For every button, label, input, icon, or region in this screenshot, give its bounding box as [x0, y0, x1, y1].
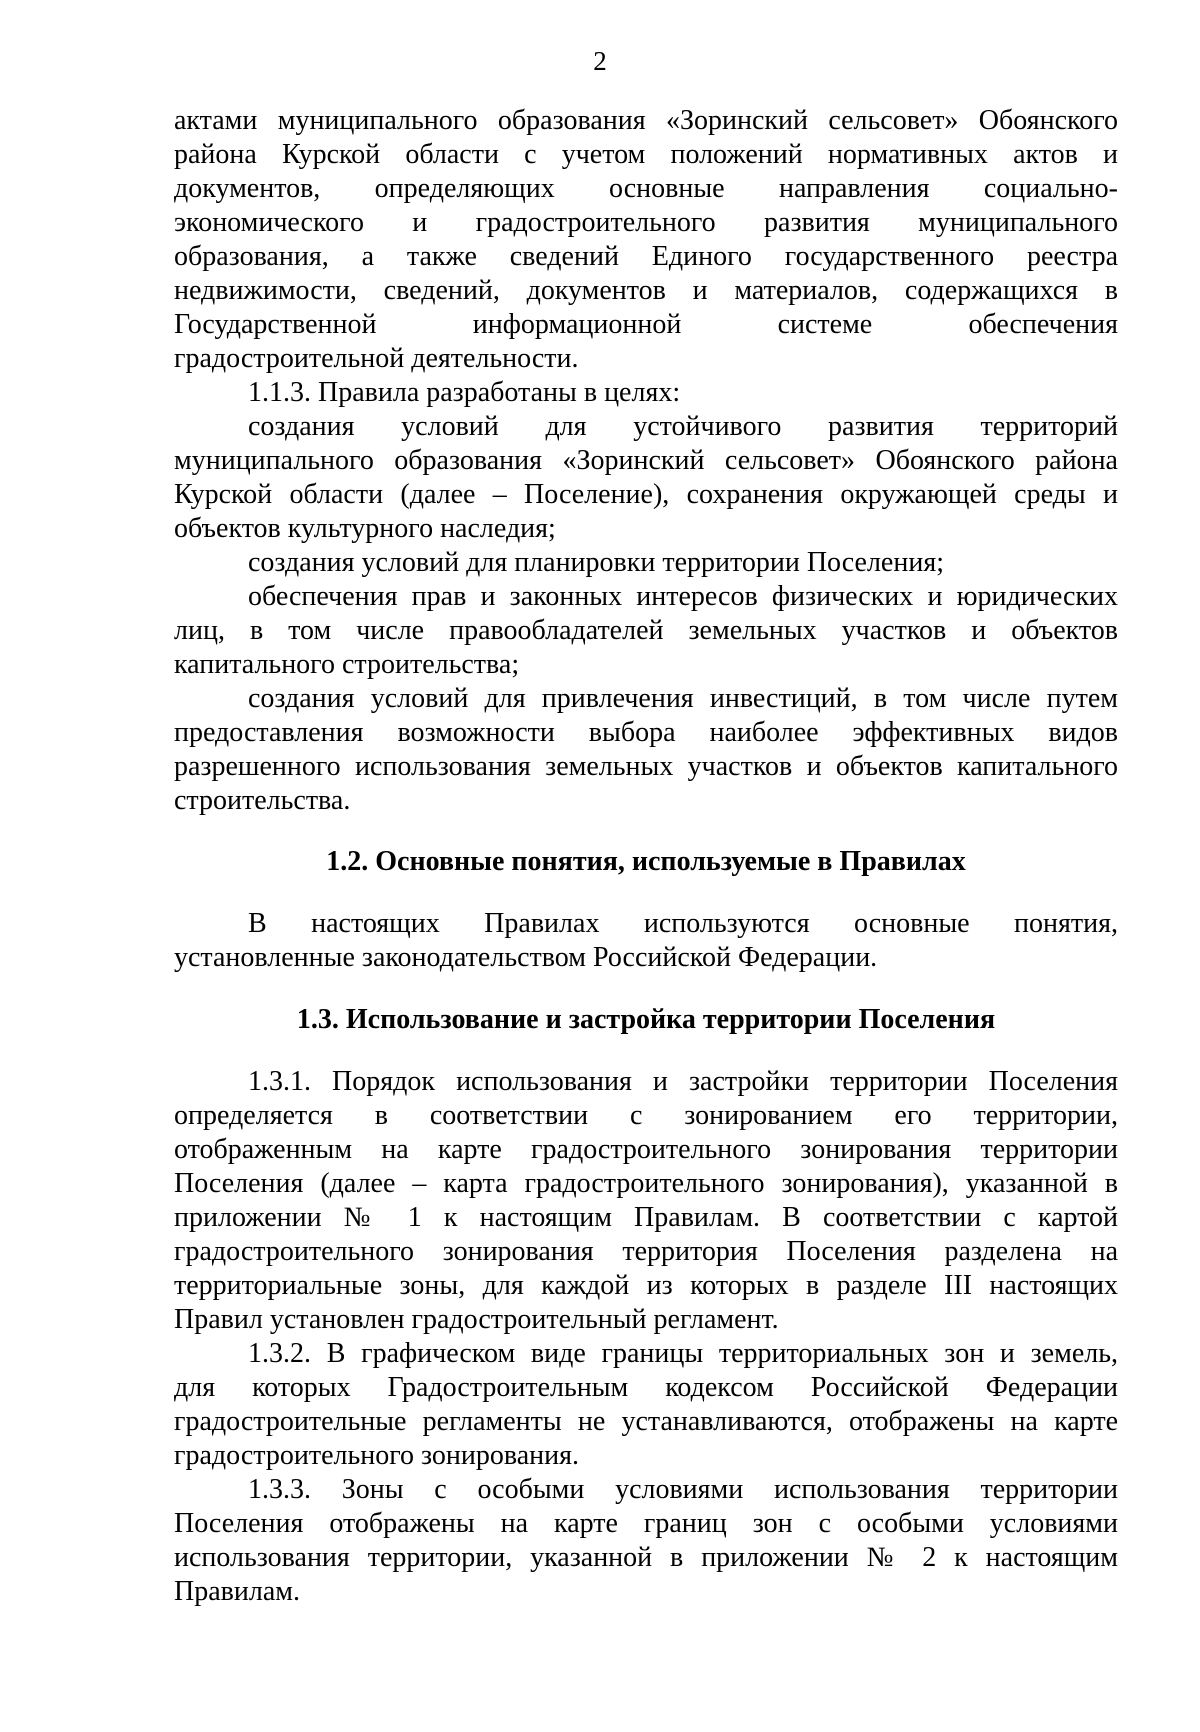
goals-intro: 1.1.3. Правила разработаны в целях:	[248, 377, 681, 408]
goal-item-1	[174, 410, 1118, 546]
text-line: капитального строительства;	[174, 649, 520, 680]
text-line: предоставления возможности выбора наиболее эффективных видов	[174, 717, 1118, 748]
text-line: установленные законодательством Российской Федерации.	[174, 942, 878, 973]
paragraph-1-3-1	[174, 1065, 1118, 1337]
text-line: градостроительного зонирования.	[174, 1440, 580, 1471]
goal-item-2: создания условий для планировки территории Поселения;	[248, 547, 944, 578]
text-line: разрешенного использования земельных участков и объектов капитального	[174, 751, 1118, 782]
text-line: создания условий для устойчивого развития территорий	[248, 411, 1118, 442]
paragraph-intro	[174, 104, 1118, 376]
text-line: образования, а также сведений Единого государственного реестра	[174, 241, 1118, 272]
text-line: документов, определяющих основные направления социально-	[174, 173, 1118, 204]
text-line: экономического и градостроительного развития муниципального	[174, 207, 1118, 238]
text-line: градостроительные регламенты не устанавливаются, отображены на карте	[174, 1406, 1118, 1437]
section-1-2-text	[174, 907, 1118, 975]
text-line: создания условий для привлечения инвестиций, в том числе путем	[248, 683, 1118, 714]
text-line: градостроительного зонирования территория Поселения разделена на	[174, 1236, 1118, 1267]
text-line: территориальные зоны, для каждой из которых в разделе III настоящих	[174, 1270, 1118, 1301]
text-line: отображенным на карте градостроительного зонирования территории	[174, 1134, 1118, 1165]
text-line: В настоящих Правилах используются основные понятия,	[248, 908, 1118, 939]
text-line: Поселения отображены на карте границ зон с особыми условиями	[174, 1508, 1118, 1539]
text-line: муниципального образования «Зоринский сельсовет» Обоянского района	[174, 445, 1118, 476]
text-line: района Курской области с учетом положений нормативных актов и	[174, 139, 1118, 170]
text-line: использования территории, указанной в приложении № 2 к настоящим	[174, 1542, 1118, 1573]
text-line: недвижимости, сведений, документов и материалов, содержащихся в	[174, 275, 1118, 306]
text-line: Правил установлен градостроительный регламент.	[174, 1304, 779, 1335]
text-line: 1.3.2. В графическом виде границы территориальных зон и земель,	[248, 1338, 1118, 1369]
text-line: 1.3.3. Зоны с особыми условиями использования территории	[248, 1474, 1118, 1505]
section-heading-1-2: 1.2. Основные понятия, используемые в Правилах	[326, 846, 966, 877]
document-body	[174, 104, 1118, 1609]
text-line: строительства.	[174, 785, 351, 816]
text-line: обеспечения прав и законных интересов физических и юридических	[248, 581, 1118, 612]
page-number: 2	[593, 46, 607, 76]
text-line: 1.3.1. Порядок использования и застройки территории Поселения	[248, 1066, 1118, 1097]
text-line: Государственной информационной системе обеспечения	[174, 309, 1118, 340]
text-line: определяется в соответствии с зонированием его территории,	[174, 1100, 1118, 1131]
paragraph-1-3-3	[174, 1473, 1118, 1609]
text-line: приложении № 1 к настоящим Правилам. В соответствии с картой	[174, 1202, 1118, 1233]
goal-item-3	[174, 580, 1118, 682]
text-line: объектов культурного наследия;	[174, 513, 556, 544]
text-line: для которых Градостроительным кодексом Российской Федерации	[174, 1372, 1118, 1403]
goal-item-4	[174, 682, 1118, 818]
text-line: градостроительной деятельности.	[174, 343, 579, 374]
text-line: Правилам.	[174, 1576, 300, 1607]
text-line: Поселения (далее – карта градостроительного зонирования), указанной в	[174, 1168, 1118, 1199]
paragraph-1-3-2	[174, 1337, 1118, 1473]
text-line: актами муниципального образования «Зоринский сельсовет» Обоянского	[174, 105, 1118, 136]
section-heading-1-3: 1.3. Использование и застройка территории Поселения	[296, 1004, 996, 1035]
text-line: лиц, в том числе правообладателей земельных участков и объектов	[174, 615, 1118, 646]
text-line: Курской области (далее – Поселение), сохранения окружающей среды и	[174, 479, 1118, 510]
